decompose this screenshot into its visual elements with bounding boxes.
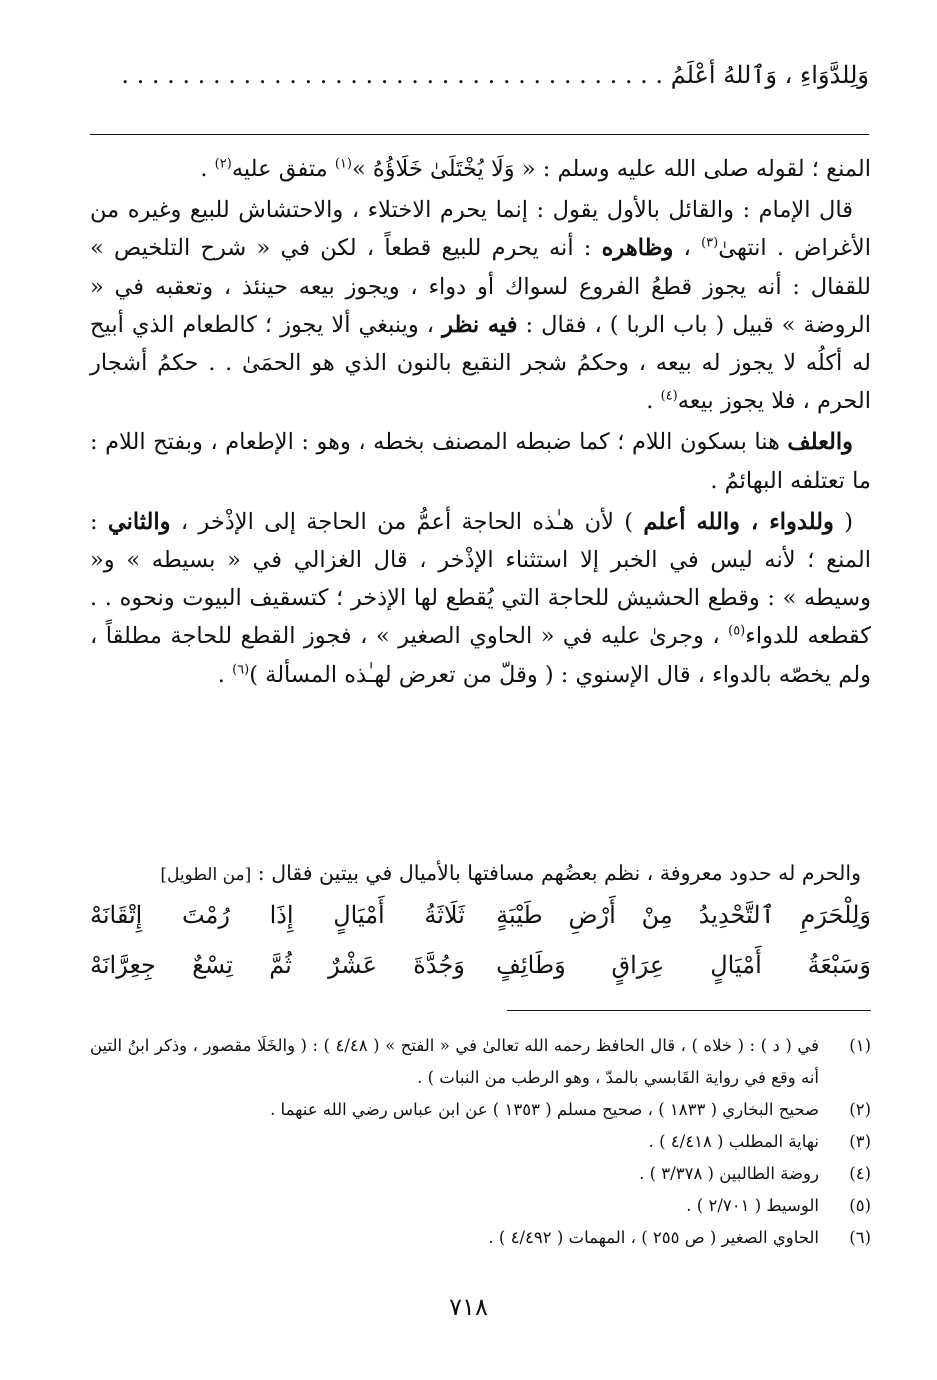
verse-1-second-hemistich: ثَلَاثَةُ أَمْيَالٍ إِذَا رُمْتَ إِتْقَانَهْ: [90, 901, 465, 929]
paragraph-2: [90, 191, 871, 420]
footnote: [90, 1222, 871, 1254]
bold-term: وللدواء ، والله أعلم: [643, 508, 834, 535]
text-run: ) لأن هـٰذه الحاجة أعمُّ من الحاجة إلى الإذْخر ،: [170, 508, 644, 535]
bold-term: والثاني: [107, 508, 171, 535]
text-run: .: [217, 661, 233, 688]
footnote-number: (٥): [849, 1196, 871, 1215]
footnote-ref-2[interactable]: (٢): [214, 156, 232, 172]
bold-term: وظاهره: [601, 235, 674, 262]
paragraph-3: [90, 423, 871, 499]
text-run: قال الإمام : والقائل بالأول يقول : إنما يحرم الاختلاء ، والاحتشاش للبيع وغيره من الأغراض . انتهىٰ: [90, 197, 871, 262]
text-run: متفق عليه: [231, 156, 335, 182]
text-run: المنع ؛ لقوله صلى الله عليه وسلم : « وَلَا يُخْتَلَىٰ خَلَاؤُهُ »: [351, 156, 871, 182]
verse-1-first-hemistich: وَلِلْحَرَمِ ٱلتَّحْدِيدُ مِنْ أَرْضِ طَيْبَةٍ: [496, 901, 871, 929]
footnote-ref-3[interactable]: (٣): [701, 235, 719, 251]
bold-term: والعلف: [787, 429, 853, 456]
footnote-ref-5[interactable]: (٥): [728, 623, 746, 639]
text-run: ، وجرىٰ عليه في « الحاوي الصغير » ، فجوز القطع للحاجة مطلقاً ، ولم يخصّه بالدواء ، قال الإسنوي : ( وقلّ من تعرض لهـٰذه المسألة ): [90, 623, 871, 688]
footnote-ref-1[interactable]: (١): [334, 156, 352, 172]
footnote: [90, 1094, 871, 1126]
bold-term: فيه نظر: [442, 311, 518, 338]
footnote-number: (٤): [849, 1164, 871, 1183]
header-rule: [90, 134, 869, 135]
text-run: : المنع ؛ لأنه ليس في الخبر إلا استثناء الإذْخر ، قال الغزالي في « بسيطه » و« وسيطه » : وقطع الحشيش للحاجة التي يُقطع لها الإذخر ؛ كتسقيف البيوت ونحوه . . كقطعه للدواء: [90, 508, 871, 650]
footnote: [90, 1190, 871, 1222]
footnote-number: (١): [849, 1036, 871, 1055]
footnote-text: صحيح البخاري ( ١٨٣٣ ) ، صحيح مسلم ( ١٣٥٣ ) عن ابن عباس رضي الله عنهما .: [270, 1100, 819, 1119]
poem-meter: [من الطويل]: [160, 865, 252, 885]
footnote-ref-6[interactable]: (٦): [232, 662, 250, 678]
footnote-text: الحاوي الصغير ( ص ٢٥٥ ) ، المهمات ( ٤/٤٩٢ ) .: [488, 1228, 819, 1247]
poem-intro: [90, 855, 861, 893]
leader-dots: . . . . . . . . . . . . . . . . . . . . . . . . . . . . . . . . . . . .: [121, 61, 664, 89]
text-run: ،: [673, 235, 702, 262]
text-run: ، وينبغي ألا يجوز ؛ كالطعام الذي أبيح له أكلُه لا يجوز له بيعه ، وحكمُ شجر النقيع بالنون الذي هو الحمَىٰ . . حكمُ أشجار الحرم ، فلا يجوز بيعه: [90, 311, 871, 415]
footnote-separator: [507, 1010, 871, 1011]
text-run: : أنه يحرم للبيع قطعاً ، لكن في « شرح التلخيص » للقفال : أنه يجوز قطعُ الفروع لسواك أو دواء ، ويجوز بيعه حينئذ ، وتعقبه في « الروضة » قبيل ( باب الربا ) ، فقال :: [90, 235, 871, 338]
footnote: [90, 1158, 871, 1190]
text-run: .: [646, 388, 661, 415]
page-number: ٧١٨: [449, 1293, 488, 1321]
footnote-text: في ( د ) : ( خلاه ) ، قال الحافظ رحمه الله تعالىٰ في « الفتح » ( ٤/٤٨ ) : ( والخَلَا مقصور ، وذكر ابنُ التين أنه وقع في رواية القَابسي بالمدّ ، وهو الرطب من النبات ) .: [90, 1036, 819, 1087]
verse-2-second-hemistich: وَجُدَّةَ عَشْرٌ ثُمَّ تِسْعٌ جِعِرَّانَهْ: [90, 951, 465, 979]
text-run: هنا بسكون اللام ؛ كما ضبطه المصنف بخطه ، وهو : الإطعام ، وبفتح اللام : ما تعتلفه البهائمُ .: [90, 429, 871, 494]
footnote-number: (٦): [849, 1228, 871, 1247]
footnote: [90, 1030, 871, 1094]
verse-1: [90, 893, 871, 937]
poem-intro-text: والحرم له حدود معروفة ، نظم بعضُهم مسافتها بالأميال في بيتين فقال :: [251, 861, 861, 885]
paragraph-4: [90, 503, 871, 694]
main-text: [90, 150, 871, 697]
paragraph-1: [90, 150, 871, 188]
running-header: [90, 58, 869, 92]
footnote: [90, 1126, 871, 1158]
footnote-ref-4[interactable]: (٤): [660, 388, 678, 404]
text-run: .: [200, 156, 215, 182]
running-title: وَلِلدَّوَاءِ ، وَٱللهُ أَعْلَمُ: [670, 61, 869, 89]
verse-2-first-hemistich: وَسَبْعَةُ أَمْيَالٍ عِرَاقٍ وَطَائِفٍ: [496, 951, 871, 979]
text-run: (: [833, 508, 853, 535]
footnote-text: نهاية المطلب ( ٤/٤١٨ ) .: [648, 1132, 819, 1151]
verse-2: [90, 943, 871, 987]
footnote-number: (٣): [849, 1132, 871, 1151]
footnote-text: الوسيط ( ٢/٧٠١ ) .: [686, 1196, 819, 1215]
footnotes: [90, 1030, 871, 1254]
footnote-text: روضة الطالبين ( ٣/٣٧٨ ) .: [639, 1164, 819, 1183]
footnote-number: (٢): [849, 1100, 871, 1119]
